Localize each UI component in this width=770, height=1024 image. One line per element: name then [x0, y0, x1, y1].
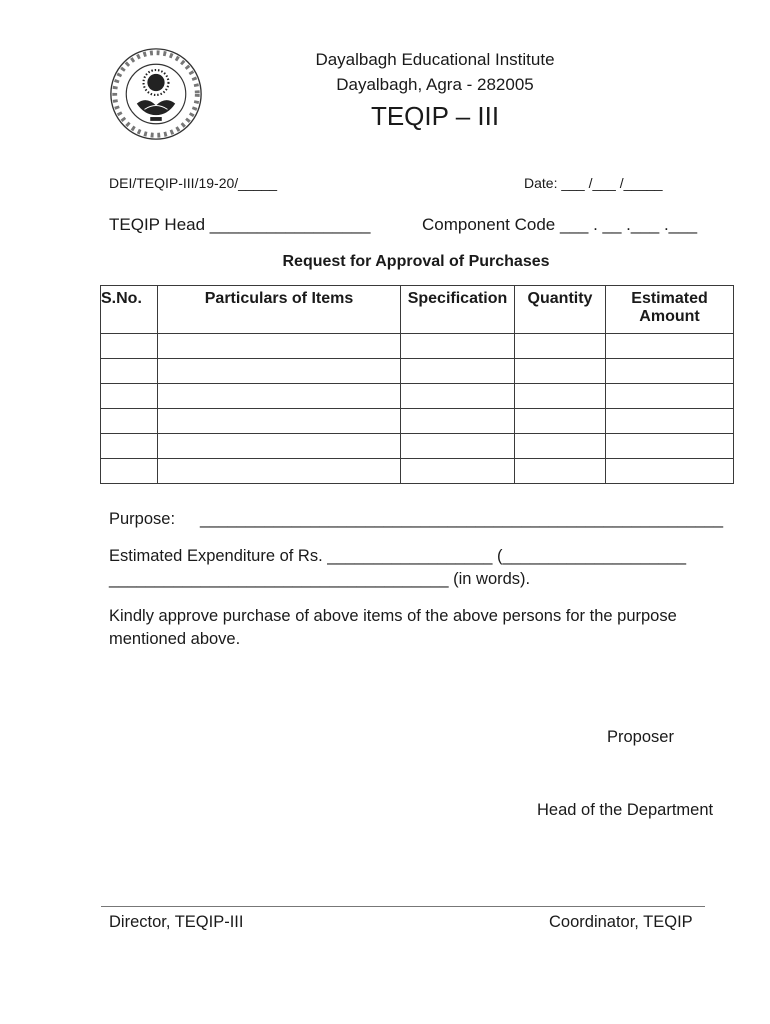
cell-sno[interactable] — [101, 359, 158, 384]
request-text-line-1: Kindly approve purchase of above items of the above persons for the purpose — [109, 607, 677, 625]
cell-quantity[interactable] — [515, 359, 606, 384]
date-field[interactable]: Date: ___ /___ /_____ — [524, 175, 663, 191]
items-table — [100, 285, 734, 484]
table-row — [101, 384, 734, 409]
cell-quantity[interactable] — [515, 459, 606, 484]
institute-name: Dayalbagh Educational Institute — [315, 50, 555, 69]
cell-quantity[interactable] — [515, 334, 606, 359]
reference-number[interactable]: DEI/TEQIP-III/19-20/_____ — [109, 175, 278, 191]
cell-sno[interactable] — [101, 459, 158, 484]
table-row — [101, 409, 734, 434]
table-row — [101, 334, 734, 359]
cell-amount[interactable] — [606, 334, 734, 359]
cell-specification[interactable] — [401, 359, 515, 384]
cell-particulars[interactable] — [158, 359, 401, 384]
cell-amount[interactable] — [606, 459, 734, 484]
cell-quantity[interactable] — [515, 434, 606, 459]
institute-emblem-icon — [108, 46, 204, 142]
column-header-particulars: Particulars of Items — [158, 286, 401, 334]
cell-specification[interactable] — [401, 334, 515, 359]
cell-particulars[interactable] — [158, 459, 401, 484]
cell-quantity[interactable] — [515, 409, 606, 434]
purpose-field[interactable]: _________________________________________________________ — [200, 510, 724, 528]
cell-amount[interactable] — [606, 409, 734, 434]
cell-sno[interactable] — [101, 384, 158, 409]
signature-divider — [101, 906, 705, 907]
institute-address: Dayalbagh, Agra - 282005 — [336, 75, 534, 94]
purpose-label: Purpose: — [109, 510, 176, 528]
program-title: TEQIP – III — [370, 101, 500, 131]
component-code-field[interactable]: Component Code ___ . __ .___ .___ — [422, 215, 698, 234]
cell-sno[interactable] — [101, 409, 158, 434]
director-signature-label: Director, TEQIP-III — [109, 913, 244, 931]
column-header-specification: Specification — [401, 286, 515, 334]
cell-sno[interactable] — [101, 334, 158, 359]
cell-amount[interactable] — [606, 384, 734, 409]
expenditure-words-field[interactable]: _____________________________________ (in words). — [109, 570, 531, 588]
teqip-head-field[interactable]: TEQIP Head _________________ — [109, 215, 371, 234]
coordinator-signature-label: Coordinator, TEQIP — [549, 913, 693, 931]
cell-specification[interactable] — [401, 384, 515, 409]
cell-particulars[interactable] — [158, 334, 401, 359]
request-text-line-2: mentioned above. — [109, 630, 241, 648]
hod-signature-label: Head of the Department — [537, 801, 714, 819]
table-row — [101, 359, 734, 384]
cell-particulars[interactable] — [158, 409, 401, 434]
cell-amount[interactable] — [606, 434, 734, 459]
cell-quantity[interactable] — [515, 384, 606, 409]
proposer-signature-label: Proposer — [607, 728, 674, 746]
cell-amount[interactable] — [606, 359, 734, 384]
cell-particulars[interactable] — [158, 384, 401, 409]
table-row — [101, 434, 734, 459]
column-header-sno: S.No. — [101, 286, 158, 334]
form-title: Request for Approval of Purchases — [282, 253, 550, 270]
cell-specification[interactable] — [401, 459, 515, 484]
cell-sno[interactable] — [101, 434, 158, 459]
cell-specification[interactable] — [401, 434, 515, 459]
expenditure-amount-field[interactable]: Estimated Expenditure of Rs. __________________ (____________________ — [109, 547, 687, 565]
column-header-estimated-amount: Estimated Amount — [606, 286, 734, 334]
cell-particulars[interactable] — [158, 434, 401, 459]
table-header-row — [101, 286, 734, 334]
table-row — [101, 459, 734, 484]
column-header-quantity: Quantity — [515, 286, 606, 334]
cell-specification[interactable] — [401, 409, 515, 434]
